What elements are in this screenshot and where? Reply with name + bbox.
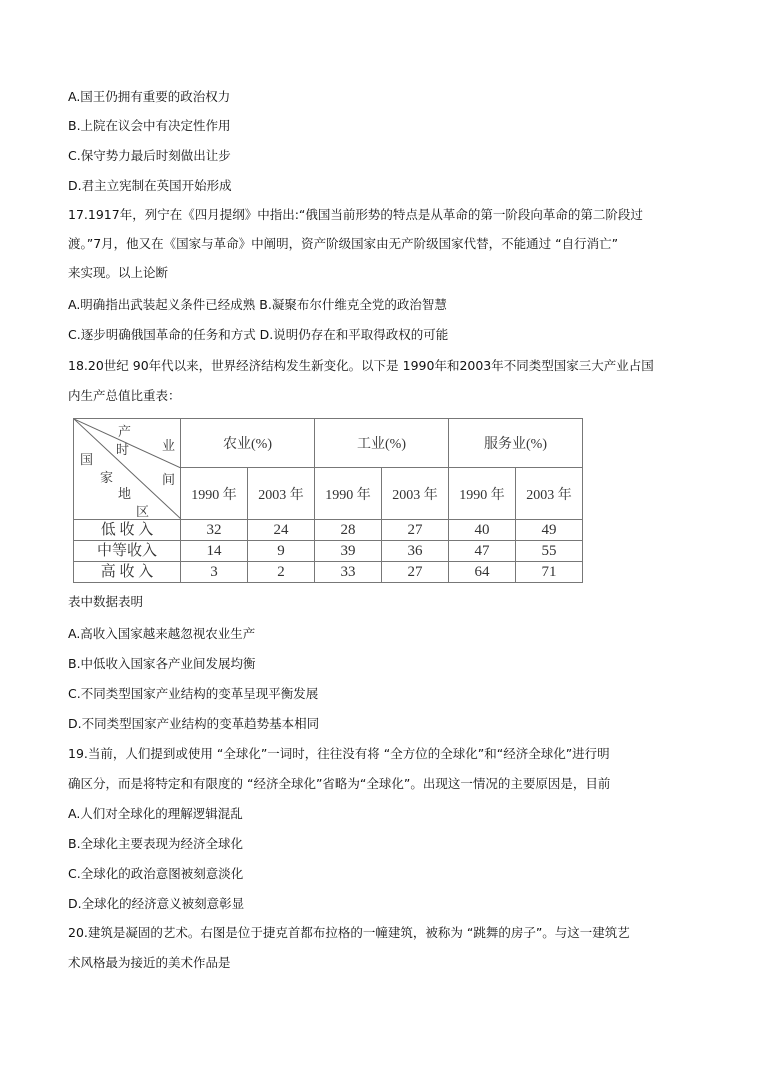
q20-stem-line: 术风格最为接近的美术作品是	[68, 955, 231, 970]
corner-label: 时	[116, 442, 130, 457]
table-corner-header	[74, 419, 181, 520]
q19-option-a: A.人们对全球化的理解逻辑混乱	[68, 806, 243, 821]
q18-table-followup: 表中数据表明	[68, 594, 144, 609]
q17-stem-line: 17.1917年，列宁在《四月提纲》中指出:“俄国当前形势的特点是从革命的第一阶段向革命的第二阶段过	[68, 207, 643, 222]
q19-option-d: D.全球化的经济意义被刻意彰显	[68, 896, 245, 911]
table-cell: 2	[248, 562, 315, 583]
q18-stem-line: 内生产总值比重表：	[68, 388, 181, 403]
q18-option-a: A.高收入国家越来越忽视农业生产	[68, 626, 256, 641]
table-cell: 55	[516, 541, 583, 562]
year-header: 1990 年	[315, 468, 382, 520]
table-cell: 64	[449, 562, 516, 583]
corner-label: 业	[162, 438, 176, 453]
table-cell: 33	[315, 562, 382, 583]
q16-option-a: A.国王仍拥有重要的政治权力	[68, 89, 231, 104]
table-row	[74, 520, 583, 541]
table-cell: 49	[516, 520, 583, 541]
table-cell: 32	[181, 520, 248, 541]
year-header: 2003 年	[516, 468, 583, 520]
q17-stem-line: 来实现。以上论断	[68, 265, 169, 280]
row-label: 中等收入	[74, 541, 181, 562]
q18-option-b: B.中低收入国家各产业间发展均衡	[68, 656, 256, 671]
q16-option-c: C.保守势力最后时刻做出让步	[68, 148, 231, 163]
corner-label: 家	[100, 470, 114, 485]
year-header: 2003 年	[382, 468, 449, 520]
table-cell: 71	[516, 562, 583, 583]
table-row	[74, 562, 583, 583]
q18-option-d: D.不同类型国家产业结构的变革趋势基本相同	[68, 716, 320, 731]
q19-stem-line: 19.当前，人们提到或使用 “全球化”一词时，往往没有将 “全方位的全球化”和“经济全球化”进行明	[68, 746, 610, 761]
corner-label: 间	[162, 472, 176, 487]
corner-label: 地	[118, 486, 132, 501]
table-cell: 40	[449, 520, 516, 541]
industry-share-table	[73, 418, 583, 583]
table-cell: 9	[248, 541, 315, 562]
year-header: 1990 年	[181, 468, 248, 520]
table-row	[74, 541, 583, 562]
q20-stem-line: 20.建筑是凝固的艺术。右图是位于捷克首都布拉格的一幢建筑，被称为 “跳舞的房子”。与这一建筑艺	[68, 925, 630, 940]
q19-stem-line: 确区分，而是将特定和有限度的 “经济全球化”省略为“全球化”。出现这一情况的主要原因是，目前	[68, 776, 611, 791]
q18-option-c: C.不同类型国家产业结构的变革呈现平衡发展	[68, 686, 319, 701]
q16-option-b: B.上院在议会中有决定性作用	[68, 118, 231, 133]
group-header: 农业(%)	[181, 419, 315, 468]
q17-stem-line: 渡。”7月，他又在《国家与革命》中阐明，资产阶级国家由无产阶级国家代替，不能通过 “自行消亡”	[68, 236, 619, 251]
table-cell: 3	[181, 562, 248, 583]
q17-options-ab: A.明确指出武装起义条件已经成熟 B.凝聚布尔什维克全党的政治智慧	[68, 297, 447, 312]
row-label: 低 收 入	[74, 520, 181, 541]
table-cell: 47	[449, 541, 516, 562]
table-cell: 14	[181, 541, 248, 562]
q19-option-b: B.全球化主要表现为经济全球化	[68, 836, 244, 851]
table-cell: 36	[382, 541, 449, 562]
row-label: 高 收 入	[74, 562, 181, 583]
year-header: 1990 年	[449, 468, 516, 520]
table-cell: 24	[248, 520, 315, 541]
corner-label: 国	[80, 452, 94, 467]
corner-label: 区	[136, 504, 150, 519]
q17-options-cd: C.逐步明确俄国革命的任务和方式 D.说明仍存在和平取得政权的可能	[68, 327, 449, 342]
q16-option-d: D.君主立宪制在英国开始形成	[68, 178, 232, 193]
table-cell: 39	[315, 541, 382, 562]
table-cell: 27	[382, 562, 449, 583]
table-cell: 27	[382, 520, 449, 541]
year-header: 2003 年	[248, 468, 315, 520]
table-cell: 28	[315, 520, 382, 541]
q18-stem-line: 18.20世纪 90年代以来，世界经济结构发生新变化。以下是 1990年和2003年不同类型国家三大产业占国	[68, 358, 654, 373]
q19-option-c: C.全球化的政治意图被刻意淡化	[68, 866, 244, 881]
corner-label: 产	[118, 424, 132, 439]
group-header: 工业(%)	[315, 419, 449, 468]
group-header: 服务业(%)	[449, 419, 583, 468]
